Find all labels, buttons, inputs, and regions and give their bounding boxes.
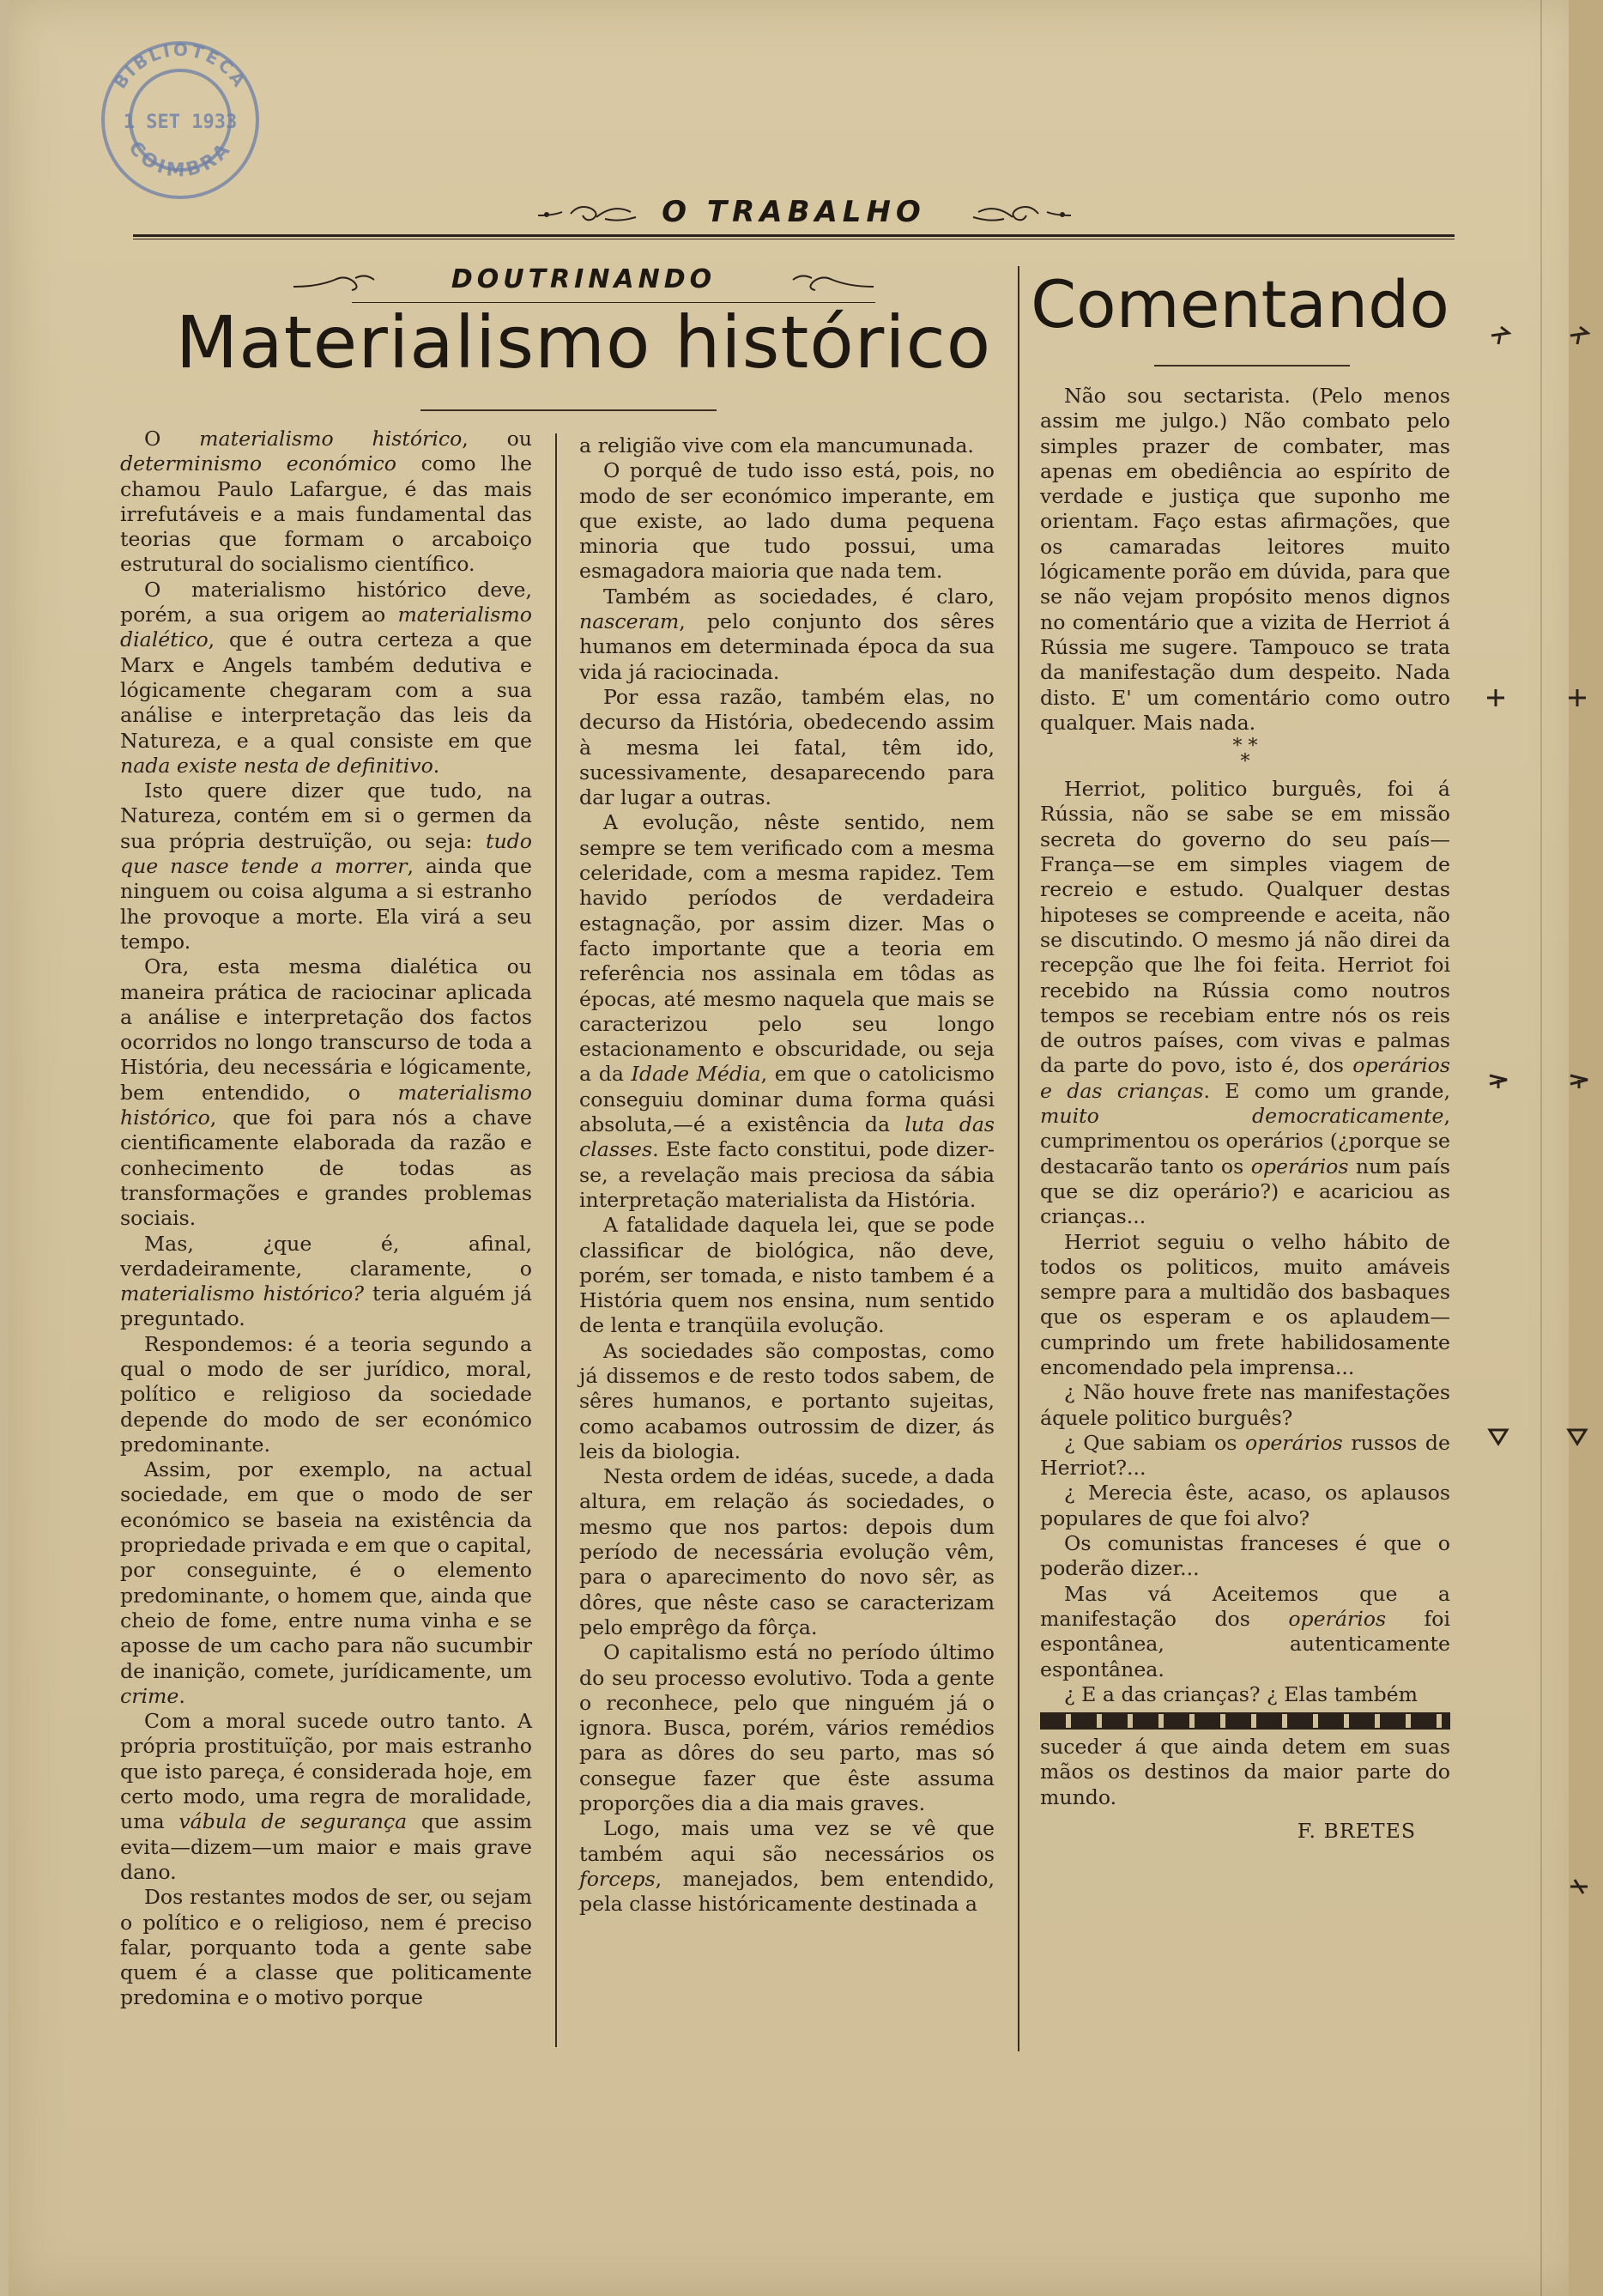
italic-text-run: materialismo dialético bbox=[120, 603, 532, 652]
text-run: russos de Herriot?... bbox=[1040, 1430, 1450, 1481]
paragraph bbox=[1040, 777, 1450, 1229]
italic-text-run: vábula de segurança bbox=[178, 1809, 408, 1834]
text-run: . Este facto constitui, pode dizer-se, a revelação mais preciosa da sábia interpretação materialista da História. bbox=[579, 1137, 995, 1212]
text-run: Com a moral sucede outro tanto. A própria prostituïção, por mais estranho que isto pareça, é considerada hoje, em certo modo, uma regra de moralidade, uma bbox=[120, 1709, 532, 1834]
text-run: a religião vive com ela mancumunada. bbox=[579, 433, 974, 457]
paragraph bbox=[120, 1232, 532, 1332]
paragraph bbox=[120, 1332, 532, 1457]
stamp-top-text: BIBLIOTECA bbox=[109, 39, 251, 93]
section-label-text: DOUTRINANDO bbox=[451, 264, 717, 294]
comment-body bbox=[1040, 777, 1450, 1707]
italic-text-run: operários e das crianças bbox=[1040, 1053, 1450, 1103]
paragraph bbox=[579, 1816, 995, 1917]
text-run: O porquê de tudo isso está, pois, no modo de ser económico imperante, em que existe, ao lado duma pequena minoria que tudo possui, uma esmagadora maioria que nada tem. bbox=[579, 458, 995, 584]
text-run: Herriot seguiu o velho hábito de todos os politicos, muito amáveis sempre para a multidão dos basbaques que os esperam e os aplaudem—cumprindo um frete habilidosamente encomendado pela imprensa... bbox=[1040, 1229, 1450, 1379]
paragraph bbox=[120, 1709, 532, 1885]
italic-text-run: muito democraticamente bbox=[1040, 1104, 1444, 1129]
text-run: Mas vá Aceitemos que a manifestação dos bbox=[1040, 1581, 1450, 1631]
paragraph bbox=[120, 578, 532, 778]
comment-ending bbox=[1040, 1735, 1450, 1810]
section-ornament-right-icon bbox=[789, 271, 875, 294]
paragraph bbox=[579, 1640, 995, 1816]
italic-text-run: nada existe nesta de definitivo bbox=[120, 753, 433, 778]
text-run: ¿ Que sabiam os bbox=[1064, 1430, 1246, 1455]
text-run: que assim evita—dizem—um maior e mais grave dano. bbox=[120, 1809, 533, 1884]
text-run: Mas, ¿que é, afinal, verdadeiramente, claramente, o bbox=[120, 1231, 532, 1281]
edge-hole-mark-icon bbox=[1487, 1425, 1509, 1447]
article-column-2 bbox=[579, 433, 995, 1917]
text-run: ¿ Não houve frete nas manifestações áquele politico burguês? bbox=[1040, 1380, 1450, 1430]
headline-rule bbox=[420, 409, 717, 411]
asterism-divider: * * * bbox=[1232, 736, 1258, 773]
comment-headline-rule bbox=[1154, 365, 1350, 367]
paragraph bbox=[579, 1464, 995, 1640]
text-run: Herriot, politico burguês, foi á Rússia, não se sabe se em missão secreta do governo do seu país—França—se em simples viagem de recreio e estudo. Qualquer destas hipoteses se compreende e aceita, não se discutindo. O mesmo já não direi da recepção que lhe foi feita. Herriot foi recebido na Rússia como noutros tempos se recebiam entre nós os reis de outros países, com vivas e palmas da parte do povo, isto é, dos bbox=[1040, 777, 1450, 1078]
paragraph bbox=[579, 1213, 995, 1338]
edge-hole-mark-icon bbox=[1485, 687, 1507, 709]
italic-text-run: nasceram bbox=[579, 609, 680, 634]
text-run: , que foi para nós a chave cientificamente elaborada da razão e conhecimento de todas as transformações e grandes problemas sociais. bbox=[120, 1106, 532, 1231]
edge-hole-mark-icon bbox=[1566, 1425, 1588, 1447]
paragraph bbox=[120, 954, 532, 1231]
text-run: , em que o catolicismo conseguiu dominar duma forma quási absoluta,—é a existência da bbox=[579, 1062, 995, 1137]
text-run: ¿ E a das crianças? ¿ Elas também bbox=[1064, 1681, 1419, 1706]
masthead bbox=[133, 185, 1455, 236]
text-run: As sociedades são compostas, como já dissemos e de resto todos sabem, de sêres humanos, e portanto sujeitas, como acabamos outrossim de dizer, ás leis da biologia. bbox=[579, 1338, 995, 1463]
text-run: foi espontânea, autenticamente espontânea. bbox=[1040, 1606, 1450, 1681]
paragraph bbox=[1040, 1735, 1450, 1810]
text-run: Também as sociedades, é claro, bbox=[603, 584, 995, 609]
italic-text-run: tudo que nasce tende a morrer bbox=[120, 828, 532, 879]
text-run: O materialismo histórico deve, porém, a sua origem ao bbox=[120, 577, 532, 627]
text-run: Dos restantes modos de ser, ou sejam o político e o religioso, nem é preciso falar, porquanto toda a gente sabe quem é a classe que politicamente predomina e o motivo porque bbox=[120, 1885, 532, 2010]
stamp-date: 1 SET 1933 bbox=[123, 112, 238, 133]
edge-hole-mark-icon bbox=[1568, 1069, 1590, 1091]
comment-column bbox=[1040, 384, 1450, 1844]
text-run: Logo, mais uma vez se vê que também aqui são necessários os bbox=[579, 1816, 995, 1866]
paragraph bbox=[579, 585, 995, 685]
text-run: Os comunistas franceses é que o poderão dizer... bbox=[1040, 1531, 1450, 1581]
edge-hole-mark-icon bbox=[1489, 324, 1511, 347]
right-ornament-icon bbox=[970, 200, 1073, 224]
column-rule-1 bbox=[555, 433, 557, 2047]
paragraph bbox=[120, 1885, 532, 2010]
paragraph bbox=[1040, 1531, 1450, 1582]
text-run: Por essa razão, também elas, no decurso da História, obedecendo assim à mesma lei fatal, têm ido, sucessivamente, desaparecendo para dar lugar a outras. bbox=[579, 684, 995, 810]
text-run: , cumprimentou os operários (¿porque se destacarão tanto os bbox=[1040, 1104, 1450, 1178]
paragraph bbox=[120, 778, 532, 954]
italic-text-run: materialismo histórico bbox=[120, 1080, 532, 1130]
section-ornament-left-icon bbox=[292, 271, 378, 294]
paragraph bbox=[1040, 1230, 1450, 1381]
text-run: . bbox=[433, 753, 440, 778]
italic-text-run: operários bbox=[1288, 1606, 1387, 1631]
paragraph bbox=[120, 1457, 532, 1709]
section-label bbox=[292, 264, 875, 299]
text-run: . E como um grande, bbox=[1203, 1078, 1450, 1103]
paragraph bbox=[1040, 1380, 1450, 1431]
paragraph bbox=[579, 458, 995, 584]
edge-hole-mark-icon bbox=[1566, 687, 1588, 709]
text-run: Respondemos: é a teoria segundo a qual o modo de ser jurídico, moral, político e religioso da sociedade depende do modo de ser económico predominante. bbox=[120, 1331, 532, 1457]
text-run: O capitalismo está no período último do seu processo evolutivo. Toda a gente o reconhece, pelo que ninguém já o ignora. Busca, porém, vários remédios para as dôres do seu parto, mas só consegue fazer que êste assuma proporções dia a dia mais graves. bbox=[579, 1640, 995, 1816]
italic-text-run: materialismo histórico bbox=[199, 427, 463, 451]
text-run: teria alguém já preguntado. bbox=[120, 1281, 532, 1331]
paragraph bbox=[1040, 1682, 1450, 1707]
author-signature: F. BRETES bbox=[1297, 1819, 1416, 1844]
text-run: suceder á que ainda detem em suas mãos os destinos da maior parte do mundo. bbox=[1040, 1735, 1450, 1809]
paragraph bbox=[1040, 1582, 1450, 1682]
svg-text:COIMBRA bbox=[124, 137, 236, 182]
chain-rule-divider bbox=[1040, 1712, 1450, 1730]
text-run: ¿ Merecia êste, acaso, os aplausos populares de que foi alvo? bbox=[1040, 1481, 1450, 1530]
fold-line bbox=[1540, 0, 1542, 2296]
italic-text-run: determinismo económico bbox=[120, 451, 396, 476]
italic-text-run: operários bbox=[1245, 1430, 1343, 1455]
text-run: A evolução, nêste sentido, nem sempre se tem verificado com a mesma celeridade, com a mesma rapidez. Tem havido períodos de verdadeira estagnação, por assim dizer. Mas o facto importante que a teoria em referência nos assinala em tôdas as épocas, até mesmo naquela que mais se caracterizou pelo seu longo estacionamento e obscuridade, ou seja a da bbox=[579, 810, 995, 1087]
text-run: , que é outra certeza a que Marx e Angels também dedutiva e lógicamente chegaram com a sua análise e interpretação das leis da Natureza, e a qual consiste em que bbox=[120, 627, 532, 753]
paragraph bbox=[1040, 1431, 1450, 1481]
text-run: Assim, por exemplo, na actual sociedade, em que o modo de ser económico se baseia na existência da propriedade privada e em que o capital, por conseguinte, é o elemento predominante, o homem que, ainda que cheio de fome, entre numa vinha e se aposse de um cacho para não sucumbir de inanição, comete, jurídicamente, um bbox=[120, 1457, 532, 1683]
text-run: . bbox=[178, 1683, 185, 1708]
text-run: como lhe chamou Paulo Lafargue, é das mais irrefutáveis e a mais fundamental das teorias que formam o arcaboiço estrutural do socialismo científico. bbox=[120, 451, 532, 577]
text-run: Isto quere dizer que tudo, na Natureza, contém em si o germen da sua própria destruïção, ou seja: bbox=[120, 778, 532, 853]
paragraph bbox=[579, 1339, 995, 1464]
paragraph bbox=[579, 685, 995, 810]
italic-text-run: forceps bbox=[579, 1866, 656, 1891]
paragraph bbox=[579, 810, 995, 1213]
masthead-rule-thick bbox=[133, 234, 1455, 237]
paragraph bbox=[120, 427, 532, 578]
italic-text-run: materialismo histórico? bbox=[120, 1281, 364, 1306]
edge-hole-mark-icon bbox=[1568, 1875, 1590, 1898]
comment-headline: Comentando bbox=[1031, 266, 1449, 342]
text-run: , ou bbox=[462, 427, 532, 451]
text-run: , ainda que ninguem ou coisa alguma a si estranho lhe provoque a morte. Ela virá a seu tempo. bbox=[120, 854, 532, 954]
text-run: Ora, esta mesma dialética ou maneira prática de raciocinar aplicada a análise e interpretação dos factos ocorridos no longo transcurso de toda a História, deu necessária e lógicamente, bem entendido, o bbox=[120, 954, 532, 1105]
italic-text-run: crime bbox=[120, 1683, 179, 1708]
italic-text-run: luta das classes bbox=[579, 1112, 995, 1162]
italic-text-run: operários bbox=[1250, 1154, 1349, 1178]
paragraph bbox=[1040, 384, 1450, 736]
article-column-1 bbox=[120, 427, 532, 2011]
text-run: O bbox=[144, 427, 200, 451]
paragraph bbox=[579, 433, 995, 458]
edge-hole-mark-icon bbox=[1487, 1069, 1509, 1091]
paragraph bbox=[1040, 1481, 1450, 1531]
masthead-title: O TRABALHO bbox=[662, 195, 926, 229]
stamp-bottom-text: COIMBRA bbox=[124, 137, 237, 182]
text-run: Não sou sectarista. (Pelo menos assim me julgo.) Não combato pelo simples prazer de combater, mas apenas em obediência ao espírito de verdade e justiça que suponho me orientam. Faço estas afirmações, que os camaradas leitores muito lógicamente porão em dúvida, para que se não vejam propósito menos dignos no comentário que a vizita de Herriot á Rússia me sugere. Tampouco se trata da manifestação dum despeito. Nada disto. E' um comentário como outro qualquer. Mais nada. bbox=[1040, 384, 1450, 735]
edge-hole-mark-icon bbox=[1568, 324, 1590, 347]
library-stamp bbox=[94, 34, 266, 206]
italic-text-run: Idade Média bbox=[631, 1062, 761, 1087]
svg-text:BIBLIOTECA bbox=[110, 39, 251, 93]
text-run: , pelo conjunto dos sêres humanos em determinada época da sua vida já raciocinada. bbox=[579, 609, 995, 684]
column-rule-2 bbox=[1018, 266, 1019, 2051]
text-run: , manejados, bem entendido, pela classe históricamente destinada a bbox=[579, 1866, 995, 1917]
article-headline: Materialismo histórico bbox=[175, 300, 992, 385]
text-run: A fatalidade daquela lei, que se pode classificar de biológica, não deve, porém, ser tomada, e nisto tambem é a História quem nos ensina, num sentido de lenta e tranqüila evolução. bbox=[579, 1213, 995, 1338]
text-run: num país que se diz operário?) e acariciou as crianças... bbox=[1040, 1154, 1450, 1229]
comment-intro bbox=[1040, 384, 1450, 736]
text-run: Nesta ordem de idéas, sucede, a dada altura, em relação ás sociedades, o mesmo que nos partos: depois dum período de necessária evolução vêm, para o aparecimento do novo sêr, as dôres, que nêste caso se caracterizam pelo emprêgo da fôrça. bbox=[579, 1464, 995, 1639]
